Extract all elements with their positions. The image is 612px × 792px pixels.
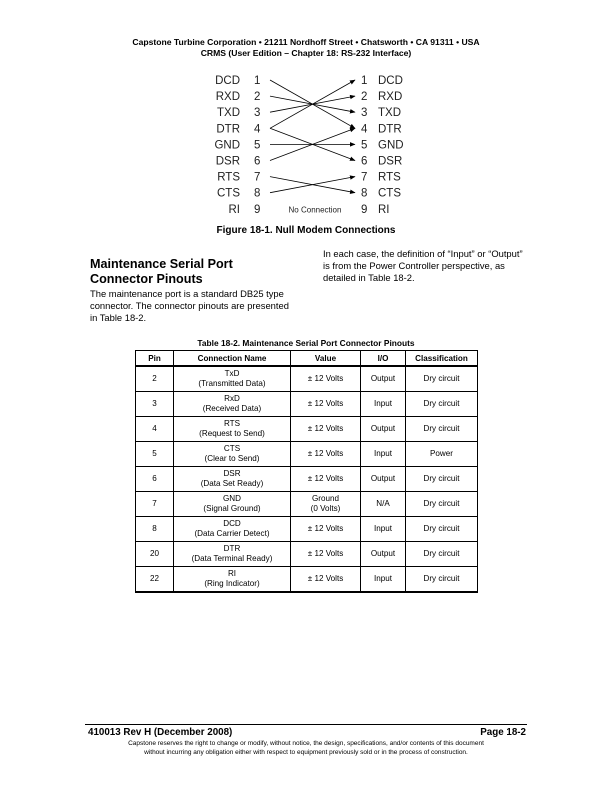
signal-name: GND bbox=[223, 494, 241, 503]
cell-classification: Dry circuit bbox=[406, 517, 478, 542]
table-row bbox=[136, 366, 478, 392]
cell-pin: 6 bbox=[136, 467, 174, 492]
value-line1: ± 12 Volts bbox=[307, 374, 344, 383]
cell-io: N/A bbox=[361, 492, 406, 517]
footer-disclaimer-line1: Capstone reserves the right to change or modify, without notice, the design, specifications, and/or contents of this document bbox=[128, 740, 484, 747]
cell-connection-name bbox=[174, 492, 291, 517]
left-pin-number: 5 bbox=[254, 139, 261, 152]
signal-description: (Clear to Send) bbox=[204, 454, 260, 463]
cell-io: Input bbox=[361, 392, 406, 417]
value-line1: ± 12 Volts bbox=[307, 424, 344, 433]
signal-description: (Data Carrier Detect) bbox=[194, 529, 270, 538]
page-header-chapter: CRMS (User Edition – Chapter 18: RS-232 Interface) bbox=[200, 48, 412, 58]
cell-connection-name bbox=[174, 517, 291, 542]
section-heading-line2: Connector Pinouts bbox=[90, 272, 203, 286]
col-header-pin: Pin bbox=[136, 351, 174, 367]
cell-connection-name bbox=[174, 442, 291, 467]
cell-io: Input bbox=[361, 567, 406, 593]
left-pin-label: RI bbox=[228, 203, 240, 216]
table-row bbox=[136, 417, 478, 442]
pinout-table bbox=[135, 350, 478, 593]
cell-io: Input bbox=[361, 442, 406, 467]
left-pin-number: 1 bbox=[254, 75, 261, 87]
cell-classification: Dry circuit bbox=[406, 467, 478, 492]
right-pin-number: 5 bbox=[361, 139, 368, 152]
left-pin-label: GND bbox=[214, 139, 240, 152]
cell-io: Output bbox=[361, 542, 406, 567]
right-pin-label: RI bbox=[378, 203, 390, 216]
table-row bbox=[136, 567, 478, 593]
value-line1: ± 12 Volts bbox=[307, 399, 344, 408]
signal-name: DTR bbox=[223, 544, 241, 553]
table-row bbox=[136, 492, 478, 517]
left-pin-label: RTS bbox=[217, 171, 240, 184]
cell-classification: Dry circuit bbox=[406, 542, 478, 567]
cell-io: Output bbox=[361, 366, 406, 392]
value-line2: (0 Volts) bbox=[310, 504, 341, 513]
signal-description: (Request to Send) bbox=[199, 429, 265, 438]
signal-description: (Transmitted Data) bbox=[198, 379, 266, 388]
right-pin-number: 8 bbox=[361, 187, 368, 200]
cell-connection-name bbox=[174, 542, 291, 567]
cell-classification: Dry circuit bbox=[406, 366, 478, 392]
cell-pin: 3 bbox=[136, 392, 174, 417]
cell-connection-name bbox=[174, 567, 291, 593]
value-line1: ± 12 Volts bbox=[307, 474, 344, 483]
page-header-address: Capstone Turbine Corporation • 21211 Nordhoff Street • Chatsworth • CA 91311 • USA bbox=[132, 37, 480, 47]
value-line1: Ground bbox=[312, 494, 339, 503]
signal-description: (Ring Indicator) bbox=[204, 579, 260, 588]
signal-name: TxD bbox=[224, 369, 240, 378]
col-header-io: I/O bbox=[361, 351, 406, 367]
cell-connection-name bbox=[174, 366, 291, 392]
right-pin-label: DSR bbox=[378, 155, 403, 168]
left-pin-label: TXD bbox=[217, 107, 240, 120]
value-line1: ± 12 Volts bbox=[307, 449, 344, 458]
col-header-connection-name: Connection Name bbox=[174, 351, 291, 367]
io-definition-paragraph: In each case, the definition of “Input” or “Output” is from the Power Controller perspective, as detailed in Table 18-2. bbox=[323, 248, 523, 283]
cell-pin: 5 bbox=[136, 442, 174, 467]
cell-pin: 8 bbox=[136, 517, 174, 542]
cell-io: Input bbox=[361, 517, 406, 542]
left-pin-label: DTR bbox=[216, 123, 240, 136]
cell-value bbox=[291, 542, 361, 567]
left-pin-number: 6 bbox=[254, 155, 261, 168]
intro-paragraph: The maintenance port is a standard DB25 type connector. The connector pinouts are presented in Table 18-2. bbox=[90, 288, 289, 323]
cell-pin: 4 bbox=[136, 417, 174, 442]
cell-value bbox=[291, 517, 361, 542]
cell-value bbox=[291, 417, 361, 442]
signal-name: DSR bbox=[223, 469, 241, 478]
section-heading-line1: Maintenance Serial Port bbox=[90, 257, 233, 271]
value-line1: ± 12 Volts bbox=[307, 574, 344, 583]
signal-name: RTS bbox=[223, 419, 241, 428]
cell-value bbox=[291, 366, 361, 392]
signal-description: (Received Data) bbox=[202, 404, 262, 413]
signal-name: RxD bbox=[224, 394, 240, 403]
signal-name: CTS bbox=[223, 444, 241, 453]
right-pin-label: DCD bbox=[378, 75, 403, 87]
footer-page-number: Page 18-2 bbox=[480, 727, 526, 738]
table-row bbox=[136, 467, 478, 492]
footer-divider bbox=[85, 724, 527, 725]
right-pin-number: 1 bbox=[361, 75, 368, 87]
cell-value bbox=[291, 467, 361, 492]
table-row bbox=[136, 517, 478, 542]
cell-classification: Dry circuit bbox=[406, 567, 478, 593]
left-pin-number: 3 bbox=[254, 107, 261, 120]
right-pin-number: 2 bbox=[361, 91, 368, 104]
left-pin-number: 8 bbox=[254, 187, 261, 200]
cell-classification: Dry circuit bbox=[406, 417, 478, 442]
signal-name: DCD bbox=[223, 519, 241, 528]
right-pin-number: 6 bbox=[361, 155, 368, 168]
left-pin-number: 2 bbox=[254, 91, 261, 104]
right-pin-number: 4 bbox=[361, 123, 368, 136]
left-pin-label: RXD bbox=[215, 91, 240, 104]
left-pin-label: DSR bbox=[215, 155, 240, 168]
cell-connection-name bbox=[174, 417, 291, 442]
left-pin-label: DCD bbox=[215, 75, 240, 87]
value-line1: ± 12 Volts bbox=[307, 524, 344, 533]
cell-pin: 7 bbox=[136, 492, 174, 517]
section-heading bbox=[90, 257, 320, 287]
signal-description: (Data Terminal Ready) bbox=[191, 554, 273, 563]
signal-description: (Data Set Ready) bbox=[200, 479, 264, 488]
table-header-row bbox=[136, 351, 478, 367]
right-pin-label: RTS bbox=[378, 171, 401, 184]
cell-pin: 2 bbox=[136, 366, 174, 392]
right-pin-label: DTR bbox=[378, 123, 402, 136]
cell-value bbox=[291, 492, 361, 517]
cell-pin: 20 bbox=[136, 542, 174, 567]
cell-pin: 22 bbox=[136, 567, 174, 593]
left-pin-number: 9 bbox=[254, 203, 261, 216]
right-pin-number: 3 bbox=[361, 107, 368, 120]
table-row bbox=[136, 442, 478, 467]
cell-classification: Dry circuit bbox=[406, 392, 478, 417]
cell-value bbox=[291, 567, 361, 593]
value-line1: ± 12 Volts bbox=[307, 549, 344, 558]
left-pin-number: 7 bbox=[254, 171, 261, 184]
footer-doc-id: 410013 Rev H (December 2008) bbox=[88, 727, 233, 738]
left-pin-label: CTS bbox=[217, 187, 240, 200]
cell-connection-name bbox=[174, 392, 291, 417]
right-pin-number: 9 bbox=[361, 203, 368, 216]
cell-connection-name bbox=[174, 467, 291, 492]
cell-value bbox=[291, 442, 361, 467]
right-pin-number: 7 bbox=[361, 171, 368, 184]
right-pin-label: CTS bbox=[378, 187, 401, 200]
cell-io: Output bbox=[361, 417, 406, 442]
right-pin-label: TXD bbox=[378, 107, 401, 120]
table-title: Table 18-2. Maintenance Serial Port Connector Pinouts bbox=[197, 338, 415, 348]
no-connection-label: No Connection bbox=[288, 205, 342, 215]
figure-caption: Figure 18-1. Null Modem Connections bbox=[216, 225, 396, 236]
col-header-classification: Classification bbox=[406, 351, 478, 367]
cell-io: Output bbox=[361, 467, 406, 492]
null-modem-diagram bbox=[190, 70, 420, 222]
right-pin-label: RXD bbox=[378, 91, 403, 104]
cell-classification: Power bbox=[406, 442, 478, 467]
cell-value bbox=[291, 392, 361, 417]
signal-name: RI bbox=[227, 569, 237, 578]
cell-classification: Dry circuit bbox=[406, 492, 478, 517]
right-pin-label: GND bbox=[378, 139, 404, 152]
table-row bbox=[136, 542, 478, 567]
table-row bbox=[136, 392, 478, 417]
left-pin-number: 4 bbox=[254, 123, 261, 136]
col-header-value: Value bbox=[291, 351, 361, 367]
footer-disclaimer-line2: without incurring any obligation either with respect to equipment previously sold or in the process of construction. bbox=[144, 749, 468, 756]
signal-description: (Signal Ground) bbox=[203, 504, 261, 513]
